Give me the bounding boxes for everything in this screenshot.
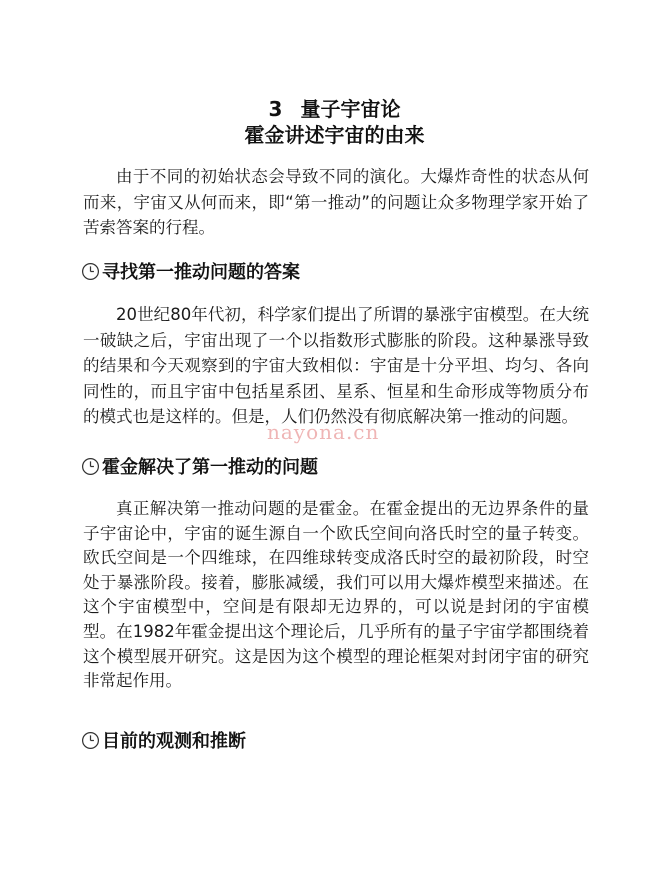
section-heading-text: 霍金解决了第一推动的问题 bbox=[102, 457, 318, 478]
clock-icon bbox=[81, 262, 100, 281]
watermark: nayona.cn bbox=[267, 420, 380, 444]
clock-icon bbox=[81, 457, 100, 476]
chapter-subtitle: 霍金讲述宇宙的由来 bbox=[244, 123, 425, 147]
intro-paragraph: 由于不同的初始状态会导致不同的演化。大爆炸奇性的状态从何而来，宇宙又从何而来，即“第一推动”的问题让众多物理学家开始了苦索答案的行程。 bbox=[83, 167, 589, 237]
chapter-title bbox=[0, 96, 669, 122]
section-heading-text: 目前的观测和推断 bbox=[102, 731, 246, 752]
body-paragraph: 20世纪80年代初，科学家们提出了所谓的暴涨宇宙模型。在大统一破缺之后，宇宙出现了一个以指数形式膨胀的阶段。这种暴涨导致的结果和今天观察到的宇宙大致相似：宇宙是十分平坦、均匀、各向同性的，而且宇宙中包括星系团、星系、恒星和生命形成等物质分布的模式也是这样的。但是，人们仍然没有彻底解决第一推动的问题。 bbox=[83, 305, 589, 427]
chapter-title-text: 量子宇宙论 bbox=[300, 97, 401, 121]
section-heading-1 bbox=[81, 259, 300, 283]
clock-icon bbox=[81, 731, 100, 750]
section-heading-text: 寻找第一推动问题的答案 bbox=[102, 262, 300, 283]
section-heading-2 bbox=[81, 454, 318, 478]
section-heading-3 bbox=[81, 728, 246, 752]
chapter-number: 3 bbox=[268, 97, 283, 121]
body-paragraph: 真正解决第一推动问题的是霍金。在霍金提出的无边界条件的量子宇宙论中，宇宙的诞生源自一个欧氏空间向洛氏时空的量子转变。欧氏空间是一个四维球，在四维球转变成洛氏时空的最初阶段，时空处于暴涨阶段。接着，膨胀减缓，我们可以用大爆炸模型来描述。在这个宇宙模型中，空间是有限却无边界的，可以说是封闭的宇宙模型。在1982年霍金提出这个理论后，几乎所有的量子宇宙学都围绕着这个模型展开研究。这是因为这个模型的理论框架对封闭宇宙的研究非常起作用。 bbox=[83, 499, 589, 691]
